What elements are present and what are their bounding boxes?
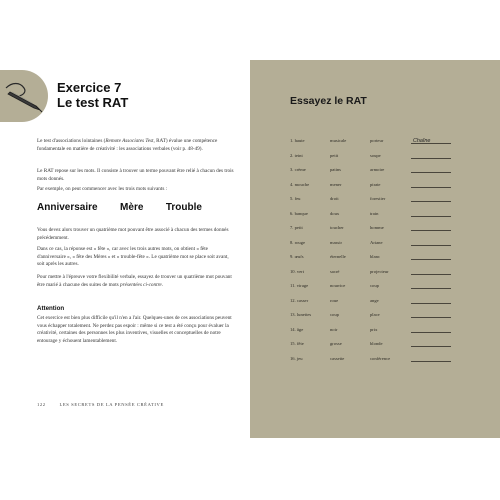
answer-line[interactable] (411, 245, 451, 246)
answer-line[interactable] (411, 288, 451, 289)
answer-line[interactable] (411, 230, 451, 231)
example-answer: Chaîne (413, 138, 431, 144)
answer-line[interactable] (411, 187, 451, 188)
exercise-number: Exercice 7 (57, 80, 122, 95)
answer-line[interactable] (411, 303, 451, 304)
instruction-paragraph: Vous devez alors trouver un quatrième mot pouvant être associé à chacun des termes donnés précédemment. (37, 227, 229, 241)
rat-row: 11. virage nourrice coup (290, 283, 460, 293)
answer-line[interactable] (411, 259, 451, 260)
example-words (37, 202, 202, 213)
example-word: Trouble (165, 202, 202, 213)
answer-line[interactable] (411, 317, 451, 318)
page-number: 122 (37, 402, 46, 407)
rat-row: 14. âge noir prix (290, 327, 460, 337)
rat-row: 6. banque doux train (290, 211, 460, 221)
example-intro-paragraph: Par exemple, on peut commencer avec les trois mots suivants : (37, 186, 168, 192)
answer-line[interactable] (411, 143, 451, 144)
page-footer (37, 402, 164, 407)
answer-line[interactable] (411, 332, 451, 333)
attention-heading: Attention (37, 305, 65, 312)
answer-line[interactable] (411, 274, 451, 275)
exercise-badge (0, 70, 48, 122)
rat-row: 10. vert sacré projecteur (290, 269, 460, 279)
rat-row: 2. teint petit soupe (290, 153, 460, 163)
example-word: Anniversaire (37, 202, 98, 213)
rat-row: 3. crème patins armoire (290, 167, 460, 177)
rat-row: 8. rouge massir Ariane (290, 240, 460, 250)
rat-title: Essayez le RAT (290, 95, 367, 107)
exercise-title (57, 80, 128, 110)
pen-icon (2, 76, 46, 116)
attention-paragraph: Cet exercice est bien plus difficile qu'il n'en a l'air. Quelques-unes de ces associations peuvent vous échapper totalement. Ne perdez pas espoir : même si ce test a été conçu pour évaluer la créativité, certaines des personnes les plus inventives, visuelles et conceptuelles de notre entourage y échouent lamentablement. (37, 315, 232, 344)
answer-line[interactable] (411, 361, 451, 362)
rat-row: 5. feu droit forestier (290, 196, 460, 206)
answer-line[interactable] (411, 172, 451, 173)
challenge-paragraph: Pour mettre à l'épreuve votre flexibilité verbale, essayez de trouver un quatrième mot pouvant être marié à chacune des suites de mots présentées ci-contre. (37, 274, 232, 288)
answer-line[interactable] (411, 158, 451, 159)
running-title: LES SECRETS DE LA PENSÉE CRÉATIVE (59, 402, 164, 407)
rat-row: 12. casser roue ange (290, 298, 460, 308)
answer-line[interactable] (411, 201, 451, 202)
rat-row: 7. petit toucher homme (290, 225, 460, 235)
example-word: Mère (120, 202, 144, 213)
rat-row: 15. fête grosse blonde (290, 341, 460, 351)
rule-paragraph: Le RAT repose sur les mots. Il consiste à trouver un terme pouvant être relié à chacun des trois mots donnés. (37, 168, 234, 182)
rat-row: 1. haute musicale porteur Chaîne (290, 138, 460, 148)
answer-paragraph: Dans ce cas, la réponse est « fête », car avec les trois autres mots, on obtient « fête d'anniversaire », « fête des Mères » et « trouble-fête ». Le quatrième mot se place soit avant, soit après les autres. (37, 246, 229, 268)
exercise-name: Le test RAT (57, 95, 129, 110)
rat-row: 9. œufs éternelle blanc (290, 254, 460, 264)
answer-line[interactable] (411, 346, 451, 347)
rat-row: 4. mouche mener pirate (290, 182, 460, 192)
intro-paragraph: Le test d'associations lointaines (Remote Associates Test, RAT) évalue une compétence fondamentale en matière de créativité : les associations verbales (voir p. 48-49). (37, 138, 218, 152)
rat-row: 13. lunettes coup place (290, 312, 460, 322)
rat-row: 16. jeu cassette conférence (290, 356, 460, 366)
answer-line[interactable] (411, 216, 451, 217)
